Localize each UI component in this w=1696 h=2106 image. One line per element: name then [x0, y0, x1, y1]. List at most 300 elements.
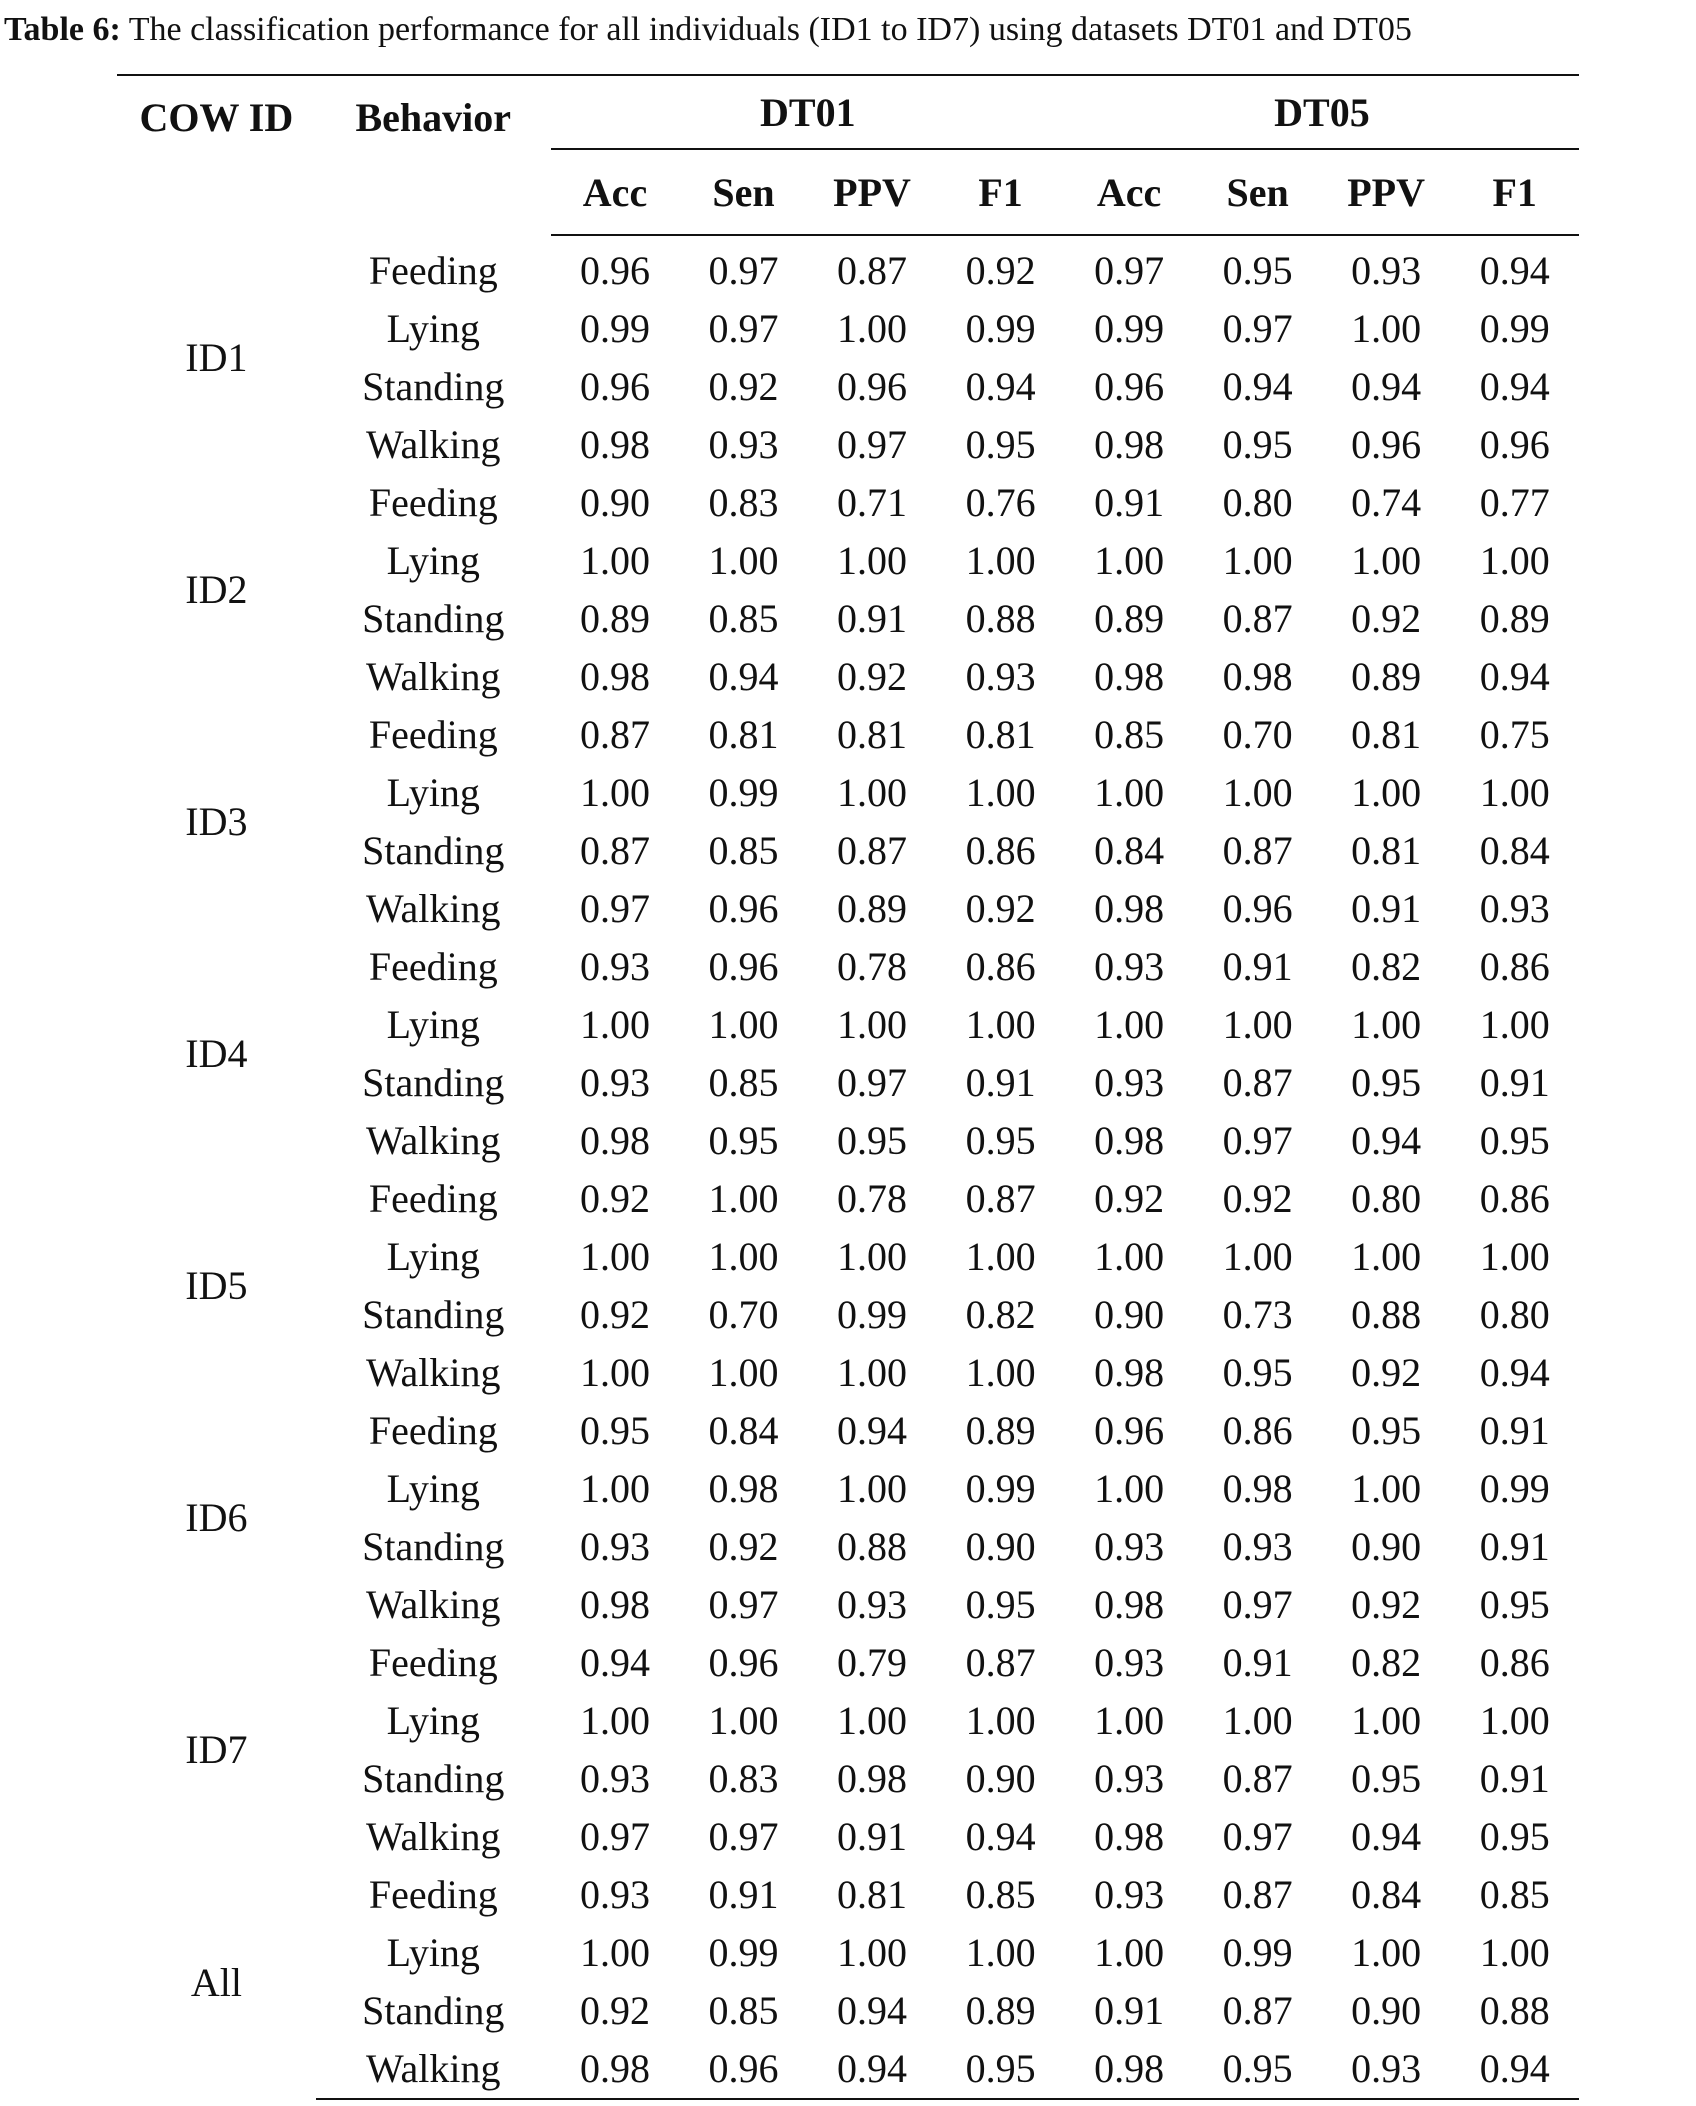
value-cell: 0.93 — [580, 944, 650, 989]
value-cell: 0.92 — [580, 1176, 650, 1221]
value-cell: 0.98 — [1094, 886, 1165, 931]
value-cell: 0.90 — [965, 1524, 1036, 1569]
value-cell: 0.94 — [1479, 248, 1550, 293]
value-cell: 0.93 — [580, 1756, 650, 1801]
header-behavior: Behavior — [316, 75, 551, 235]
value-cell: 0.93 — [837, 1582, 908, 1627]
behavior-cell: Lying — [386, 538, 480, 583]
value-cell: 0.86 — [1479, 1640, 1550, 1685]
behavior-cell: Lying — [386, 1234, 480, 1279]
value-cell: 0.99 — [965, 306, 1036, 351]
value-cell: 0.97 — [837, 422, 908, 467]
cow-id-cell: ID7 — [185, 1727, 248, 1772]
value-cell: 1.00 — [965, 1930, 1036, 1975]
value-cell: 0.80 — [1351, 1176, 1422, 1221]
value-cell: 0.91 — [1351, 886, 1422, 931]
value-cell: 1.00 — [580, 1234, 650, 1279]
table-body — [117, 235, 1579, 2099]
value-cell: 0.96 — [580, 364, 650, 409]
value-cell: 0.87 — [1222, 596, 1293, 641]
value-cell: 1.00 — [580, 1930, 650, 1975]
value-cell: 1.00 — [1094, 1466, 1165, 1511]
table-row — [117, 1228, 1579, 1286]
value-cell: 0.98 — [1094, 1118, 1165, 1163]
value-cell: 0.97 — [708, 1582, 779, 1627]
value-cell: 0.93 — [965, 654, 1036, 699]
value-cell: 0.98 — [708, 1466, 779, 1511]
behavior-cell: Standing — [362, 828, 505, 873]
value-cell: 0.98 — [580, 1118, 650, 1163]
behavior-cell: Standing — [362, 1060, 505, 1105]
value-cell: 0.93 — [580, 1060, 650, 1105]
value-cell: 1.00 — [837, 1698, 908, 1743]
value-cell: 0.92 — [1351, 1350, 1422, 1395]
table-row — [117, 1286, 1579, 1344]
behavior-cell: Lying — [386, 306, 480, 351]
value-cell: 0.95 — [1222, 1350, 1293, 1395]
value-cell: 1.00 — [965, 1002, 1036, 1047]
value-cell: 0.92 — [965, 248, 1036, 293]
value-cell: 0.90 — [580, 480, 650, 525]
value-cell: 0.96 — [708, 944, 779, 989]
value-cell: 0.97 — [708, 1814, 779, 1859]
table-row — [117, 1576, 1579, 1634]
value-cell: 0.80 — [1479, 1292, 1550, 1337]
value-cell: 1.00 — [1351, 306, 1422, 351]
value-cell: 0.96 — [1351, 422, 1422, 467]
value-cell: 0.98 — [1222, 654, 1293, 699]
table-row — [117, 235, 1579, 300]
value-cell: 0.98 — [1222, 1466, 1293, 1511]
value-cell: 0.86 — [965, 828, 1036, 873]
value-cell: 0.93 — [1094, 1872, 1165, 1917]
value-cell: 0.90 — [1351, 1988, 1422, 2033]
value-cell: 1.00 — [837, 1466, 908, 1511]
value-cell: 0.94 — [1351, 1118, 1422, 1163]
cow-id-cell: ID6 — [185, 1495, 248, 1540]
value-cell: 0.91 — [1479, 1524, 1550, 1569]
value-cell: 0.99 — [1479, 306, 1550, 351]
table-row — [117, 1460, 1579, 1518]
value-cell: 1.00 — [837, 770, 908, 815]
behavior-cell: Standing — [362, 364, 505, 409]
value-cell: 0.91 — [1094, 1988, 1165, 2033]
value-cell: 1.00 — [1222, 770, 1293, 815]
value-cell: 0.92 — [1094, 1176, 1165, 1221]
value-cell: 1.00 — [1222, 538, 1293, 583]
value-cell: 0.84 — [1479, 828, 1550, 873]
value-cell: 1.00 — [708, 1176, 779, 1221]
value-cell: 0.87 — [965, 1176, 1036, 1221]
value-cell: 0.97 — [580, 886, 650, 931]
value-cell: 0.78 — [837, 1176, 908, 1221]
value-cell: 0.97 — [1094, 248, 1165, 293]
value-cell: 1.00 — [1094, 1930, 1165, 1975]
value-cell: 1.00 — [965, 1698, 1036, 1743]
value-cell: 0.85 — [708, 1060, 779, 1105]
table-row — [117, 1808, 1579, 1866]
table-row — [117, 1866, 1579, 1924]
behavior-cell: Lying — [386, 1698, 480, 1743]
value-cell: 1.00 — [1351, 1698, 1422, 1743]
table-row — [117, 996, 1579, 1054]
value-cell: 0.93 — [1351, 248, 1422, 293]
table-row — [117, 532, 1579, 590]
value-cell: 0.94 — [965, 1814, 1036, 1859]
value-cell: 1.00 — [1094, 1698, 1165, 1743]
value-cell: 0.75 — [1479, 712, 1550, 757]
value-cell: 0.70 — [1222, 712, 1293, 757]
value-cell: 0.99 — [708, 1930, 779, 1975]
value-cell: 1.00 — [965, 538, 1036, 583]
table-row — [117, 764, 1579, 822]
value-cell: 0.91 — [1094, 480, 1165, 525]
value-cell: 0.94 — [1351, 364, 1422, 409]
value-cell: 0.83 — [708, 1756, 779, 1801]
value-cell: 1.00 — [708, 1002, 779, 1047]
value-cell: 0.98 — [837, 1756, 908, 1801]
value-cell: 0.95 — [1351, 1060, 1422, 1105]
behavior-cell: Lying — [386, 770, 480, 815]
value-cell: 0.87 — [965, 1640, 1036, 1685]
value-cell: 0.85 — [708, 828, 779, 873]
value-cell: 0.87 — [580, 712, 650, 757]
value-cell: 1.00 — [1222, 1698, 1293, 1743]
value-cell: 0.78 — [837, 944, 908, 989]
table-caption — [4, 8, 1694, 52]
cow-id-cell: ID4 — [185, 1031, 248, 1076]
value-cell: 0.93 — [580, 1524, 650, 1569]
value-cell: 0.99 — [1222, 1930, 1293, 1975]
value-cell: 0.93 — [1479, 886, 1550, 931]
value-cell: 1.00 — [708, 1234, 779, 1279]
value-cell: 0.93 — [1094, 1756, 1165, 1801]
value-cell: 0.94 — [580, 1640, 650, 1685]
value-cell: 0.98 — [1094, 1350, 1165, 1395]
value-cell: 0.79 — [837, 1640, 908, 1685]
table-row — [117, 474, 1579, 532]
value-cell: 0.85 — [1479, 1872, 1550, 1917]
value-cell: 0.94 — [1351, 1814, 1422, 1859]
value-cell: 0.87 — [1222, 1872, 1293, 1917]
value-cell: 0.87 — [580, 828, 650, 873]
value-cell: 0.98 — [1094, 1582, 1165, 1627]
behavior-cell: Feeding — [368, 712, 498, 757]
behavior-cell: Feeding — [368, 1408, 498, 1453]
value-cell: 0.85 — [708, 596, 779, 641]
caption-text: The classification performance for all individuals (ID1 to ID7) using datasets DT01 and DT05 — [128, 11, 1412, 48]
value-cell: 1.00 — [708, 1698, 779, 1743]
value-cell: 1.00 — [1094, 1002, 1165, 1047]
value-cell: 0.93 — [1094, 1060, 1165, 1105]
behavior-cell: Feeding — [368, 480, 498, 525]
value-cell: 0.91 — [1479, 1756, 1550, 1801]
header-group-dt05: DT05 — [1065, 75, 1579, 149]
value-cell: 0.95 — [965, 422, 1036, 467]
behavior-cell: Standing — [362, 596, 505, 641]
value-cell: 0.88 — [1479, 1988, 1550, 2033]
value-cell: 0.93 — [1094, 944, 1165, 989]
value-cell: 1.00 — [1351, 1466, 1422, 1511]
value-cell: 1.00 — [580, 1350, 650, 1395]
behavior-cell: Lying — [386, 1466, 480, 1511]
value-cell: 0.95 — [1351, 1408, 1422, 1453]
value-cell: 0.95 — [1222, 422, 1293, 467]
value-cell: 0.74 — [1351, 480, 1422, 525]
value-cell: 0.91 — [837, 1814, 908, 1859]
value-cell: 0.93 — [708, 422, 779, 467]
value-cell: 0.95 — [580, 1408, 650, 1453]
value-cell: 0.97 — [837, 1060, 908, 1105]
behavior-cell: Walking — [366, 1814, 501, 1859]
value-cell: 0.91 — [837, 596, 908, 641]
value-cell: 0.95 — [1193, 2040, 1322, 2099]
behavior-cell: Walking — [366, 1118, 501, 1163]
table-row — [117, 706, 1579, 764]
table-row — [117, 1054, 1579, 1112]
value-cell: 0.99 — [1479, 1466, 1550, 1511]
table-row — [117, 1344, 1579, 1402]
value-cell: 1.00 — [965, 1234, 1036, 1279]
value-cell: 0.97 — [1222, 1814, 1293, 1859]
value-cell: 0.89 — [1351, 654, 1422, 699]
value-cell: 0.94 — [1450, 2040, 1579, 2099]
value-cell: 0.95 — [1222, 248, 1293, 293]
header-row-groups — [117, 75, 1579, 149]
behavior-cell: Standing — [362, 1292, 505, 1337]
value-cell: 0.95 — [708, 1118, 779, 1163]
value-cell: 0.85 — [965, 1872, 1036, 1917]
value-cell: 0.98 — [1065, 2040, 1194, 2099]
value-cell: 1.00 — [1479, 770, 1550, 815]
value-cell: 1.00 — [580, 538, 650, 583]
behavior-cell: Lying — [386, 1930, 480, 1975]
value-cell: 0.95 — [965, 1118, 1036, 1163]
value-cell: 0.93 — [1094, 1524, 1165, 1569]
value-cell: 0.82 — [965, 1292, 1036, 1337]
value-cell: 0.92 — [1351, 596, 1422, 641]
value-cell: 0.81 — [1351, 712, 1422, 757]
value-cell: 1.00 — [1479, 1930, 1550, 1975]
value-cell: 0.90 — [1094, 1292, 1165, 1337]
header-metric: PPV — [808, 149, 937, 235]
value-cell: 0.94 — [1479, 654, 1550, 699]
value-cell: 1.00 — [708, 1350, 779, 1395]
value-cell: 0.98 — [1094, 422, 1165, 467]
value-cell: 0.93 — [1222, 1524, 1293, 1569]
value-cell: 0.84 — [708, 1408, 779, 1453]
value-cell: 1.00 — [1479, 1002, 1550, 1047]
table-row — [117, 648, 1579, 706]
table-row — [117, 1112, 1579, 1170]
value-cell: 0.85 — [1094, 712, 1165, 757]
value-cell: 1.00 — [965, 770, 1036, 815]
value-cell: 1.00 — [837, 306, 908, 351]
value-cell: 0.94 — [837, 1988, 908, 2033]
value-cell: 0.94 — [1479, 1350, 1550, 1395]
header-metric: Acc — [1065, 149, 1194, 235]
value-cell: 1.00 — [1479, 1234, 1550, 1279]
value-cell: 0.76 — [965, 480, 1036, 525]
table-row — [117, 416, 1579, 474]
value-cell: 0.94 — [808, 2040, 937, 2099]
table-row — [117, 1924, 1579, 1982]
cow-id-cell: ID5 — [185, 1263, 248, 1308]
value-cell: 0.89 — [580, 596, 650, 641]
value-cell: 0.91 — [1222, 1640, 1293, 1685]
value-cell: 0.87 — [1222, 828, 1293, 873]
value-cell: 0.85 — [708, 1988, 779, 2033]
value-cell: 0.96 — [1094, 364, 1165, 409]
value-cell: 1.00 — [1351, 1234, 1422, 1279]
value-cell: 0.98 — [580, 1582, 650, 1627]
table-row — [117, 1750, 1579, 1808]
value-cell: 0.87 — [837, 828, 908, 873]
value-cell: 0.82 — [1351, 1640, 1422, 1685]
value-cell: 0.92 — [1222, 1176, 1293, 1221]
value-cell: 0.95 — [936, 2040, 1065, 2099]
header-metric: F1 — [1450, 149, 1579, 235]
table-row — [117, 1402, 1579, 1460]
value-cell: 1.00 — [1351, 770, 1422, 815]
value-cell: 0.92 — [580, 1988, 650, 2033]
value-cell: 0.97 — [1222, 306, 1293, 351]
value-cell: 0.93 — [1322, 2040, 1451, 2099]
behavior-cell: Walking — [366, 1350, 501, 1395]
value-cell: 1.00 — [1094, 770, 1165, 815]
value-cell: 0.91 — [965, 1060, 1036, 1105]
value-cell: 0.92 — [965, 886, 1036, 931]
table-row — [117, 1170, 1579, 1228]
classification-table — [117, 74, 1579, 2100]
caption-label: Table 6: — [4, 11, 121, 48]
value-cell: 1.00 — [1222, 1234, 1293, 1279]
value-cell: 0.94 — [965, 364, 1036, 409]
behavior-cell: Standing — [362, 1524, 505, 1569]
value-cell: 0.86 — [1479, 944, 1550, 989]
value-cell: 1.00 — [1094, 1234, 1165, 1279]
value-cell: 0.92 — [708, 1524, 779, 1569]
value-cell: 0.87 — [837, 248, 908, 293]
header-metric: F1 — [936, 149, 1065, 235]
value-cell: 1.00 — [837, 1234, 908, 1279]
behavior-cell: Feeding — [368, 1872, 498, 1917]
behavior-cell: Lying — [386, 1002, 480, 1047]
value-cell: 0.93 — [1094, 1640, 1165, 1685]
value-cell: 0.95 — [965, 1582, 1036, 1627]
table-row — [117, 880, 1579, 938]
value-cell: 0.97 — [580, 1814, 650, 1859]
value-cell: 1.00 — [580, 1466, 650, 1511]
behavior-cell: Walking — [366, 886, 501, 931]
value-cell: 1.00 — [1351, 1002, 1422, 1047]
value-cell: 0.97 — [1222, 1582, 1293, 1627]
value-cell: 0.89 — [837, 886, 908, 931]
value-cell: 0.98 — [1094, 654, 1165, 699]
header-group-dt01: DT01 — [551, 75, 1065, 149]
value-cell: 0.86 — [1479, 1176, 1550, 1221]
value-cell: 1.00 — [1094, 538, 1165, 583]
value-cell: 0.87 — [1222, 1988, 1293, 2033]
table-row — [117, 1982, 1579, 2040]
value-cell: 0.96 — [1094, 1408, 1165, 1453]
value-cell: 0.82 — [1351, 944, 1422, 989]
value-cell: 0.81 — [1351, 828, 1422, 873]
value-cell: 0.81 — [837, 712, 908, 757]
value-cell: 0.77 — [1479, 480, 1550, 525]
value-cell: 0.86 — [965, 944, 1036, 989]
value-cell: 0.96 — [708, 886, 779, 931]
value-cell: 0.84 — [1351, 1872, 1422, 1917]
value-cell: 0.90 — [1351, 1524, 1422, 1569]
value-cell: 1.00 — [837, 1002, 908, 1047]
cow-id-cell: ID2 — [185, 567, 248, 612]
value-cell: 0.94 — [1479, 364, 1550, 409]
value-cell: 0.97 — [708, 306, 779, 351]
cow-id-cell: ID1 — [185, 334, 248, 380]
value-cell: 0.91 — [1479, 1408, 1550, 1453]
value-cell: 0.94 — [1222, 364, 1293, 409]
value-cell: 0.89 — [1479, 596, 1550, 641]
value-cell: 0.89 — [965, 1988, 1036, 2033]
value-cell: 1.00 — [580, 770, 650, 815]
table-row — [117, 2040, 1579, 2099]
value-cell: 1.00 — [837, 1350, 908, 1395]
value-cell: 0.83 — [708, 480, 779, 525]
value-cell: 0.98 — [580, 422, 650, 467]
value-cell: 0.71 — [837, 480, 908, 525]
value-cell: 0.99 — [580, 306, 650, 351]
value-cell: 0.94 — [708, 654, 779, 699]
value-cell: 0.98 — [1094, 1814, 1165, 1859]
value-cell: 0.97 — [1222, 1118, 1293, 1163]
behavior-cell: Walking — [366, 422, 501, 467]
value-cell: 0.99 — [708, 770, 779, 815]
value-cell: 0.88 — [965, 596, 1036, 641]
value-cell: 0.96 — [837, 364, 908, 409]
value-cell: 1.00 — [1351, 1930, 1422, 1975]
behavior-cell: Feeding — [368, 1176, 498, 1221]
value-cell: 0.99 — [965, 1466, 1036, 1511]
value-cell: 0.84 — [1094, 828, 1165, 873]
value-cell: 0.90 — [965, 1756, 1036, 1801]
value-cell: 0.86 — [1222, 1408, 1293, 1453]
cow-id-cell: All — [190, 1959, 242, 2005]
table-row — [117, 1518, 1579, 1576]
header-cow-id: COW ID — [117, 75, 316, 235]
behavior-cell: Standing — [362, 1756, 505, 1801]
value-cell: 0.88 — [1351, 1292, 1422, 1337]
value-cell: 1.00 — [837, 1930, 908, 1975]
behavior-cell: Feeding — [368, 1640, 498, 1685]
value-cell: 0.98 — [551, 2040, 680, 2099]
value-cell: 0.99 — [837, 1292, 908, 1337]
value-cell: 1.00 — [580, 1698, 650, 1743]
cow-id-cell: ID3 — [185, 799, 248, 844]
value-cell: 0.91 — [708, 1872, 779, 1917]
value-cell: 0.81 — [708, 712, 779, 757]
table-row — [117, 1692, 1579, 1750]
value-cell: 0.92 — [580, 1292, 650, 1337]
value-cell: 1.00 — [1479, 1698, 1550, 1743]
value-cell: 1.00 — [580, 1002, 650, 1047]
value-cell: 0.89 — [1094, 596, 1165, 641]
value-cell: 0.96 — [679, 2040, 808, 2099]
table-row — [117, 822, 1579, 880]
table-row — [117, 358, 1579, 416]
value-cell: 0.93 — [580, 1872, 650, 1917]
value-cell: 0.91 — [1222, 944, 1293, 989]
